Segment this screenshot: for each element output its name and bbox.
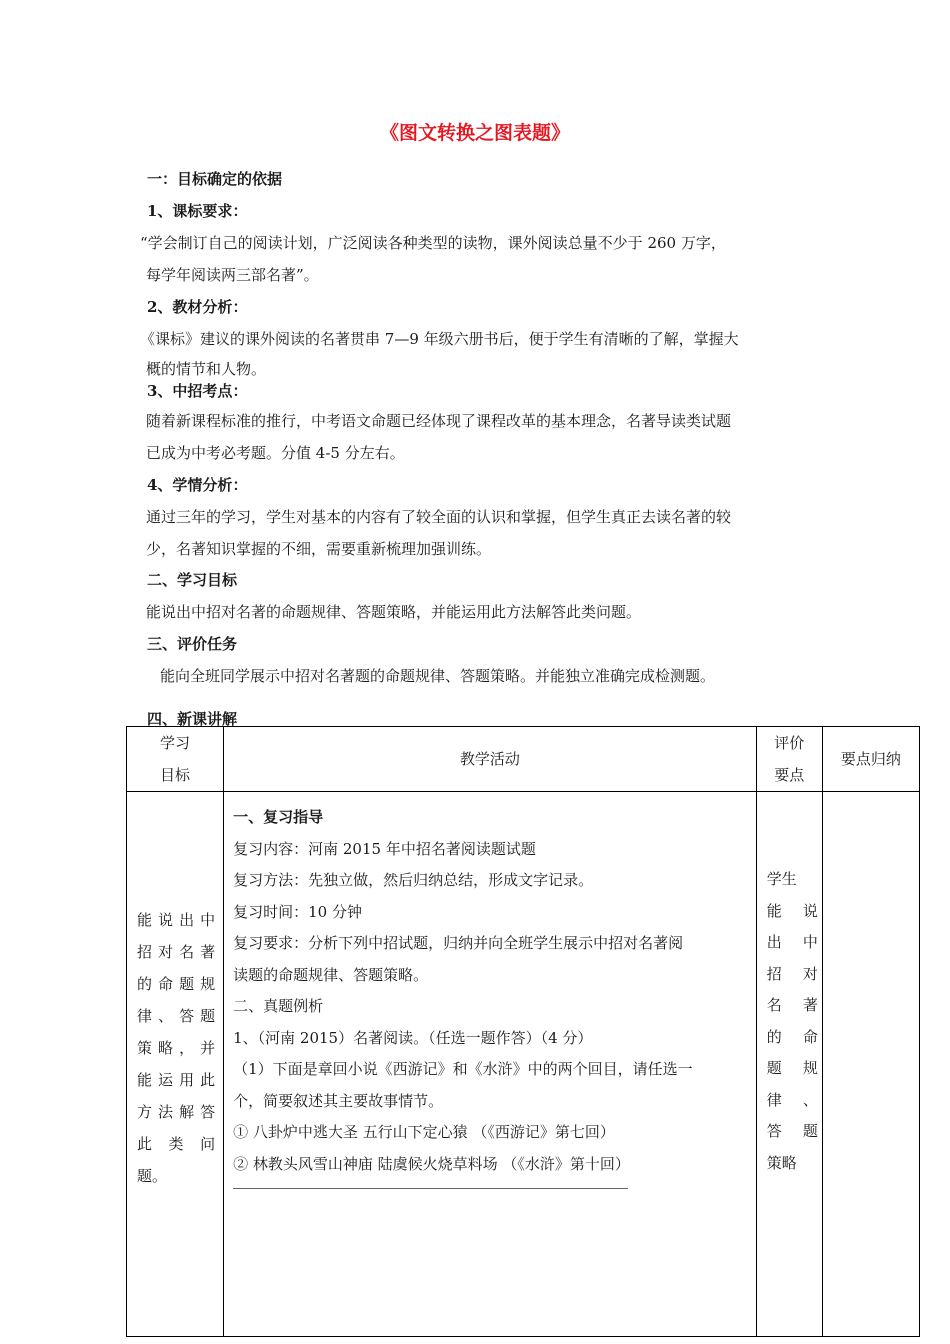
section3-text: 能向全班同学展示中招对名著题的命题规律、答题策略。并能独立准确完成检测题。 bbox=[160, 667, 716, 685]
answer-line bbox=[233, 1188, 628, 1189]
section2-heading: 二、学习目标 bbox=[147, 571, 238, 589]
option-1: ① 八卦炉中逃大圣 五行山下定心猿 （《西游记》第七回） bbox=[233, 1123, 615, 1141]
summary-cell bbox=[822, 792, 919, 1337]
section2-text: 能说出中招对名著的命题规律、答题策略，并能运用此方法解答此类问题。 bbox=[146, 603, 642, 621]
standard-heading: 1、课标要求： bbox=[147, 202, 248, 220]
examples-heading: 二、真题例析 bbox=[233, 997, 324, 1015]
section4-heading: 四、新课讲解 bbox=[147, 710, 238, 728]
material-line-2: 概的情节和人物。 bbox=[146, 360, 267, 378]
header-summary: 要点归纳 bbox=[822, 727, 919, 792]
section1-heading: 一：目标确定的依据 bbox=[147, 170, 283, 188]
material-heading: 2、教材分析： bbox=[147, 298, 248, 316]
header-teaching-activity: 教学活动 bbox=[224, 727, 757, 792]
exam-point-line-1: 随着新课程标准的推行，中考语文命题已经体现了课程改革的基本理念，名著导读类试题 bbox=[146, 412, 732, 430]
standard-line-2: 每学年阅读两三部名著”。 bbox=[146, 266, 319, 284]
document-title: 《图文转换之图表题》 bbox=[379, 122, 570, 144]
header-learning-goal: 学习 目标 bbox=[127, 727, 224, 792]
option-2: ② 林教头风雪山神庙 陆虞候火烧草料场 （《水浒》第十回） bbox=[233, 1154, 630, 1173]
review-requirement-1: 复习要求：分析下列中招试题，归纳并向全班学生展示中招对名著阅 bbox=[233, 934, 684, 952]
material-line-1: 《课标》建议的课外阅读的名著贯串 7—9 年级六册书后，便于学生有清晰的了解，掌握大 bbox=[140, 330, 739, 348]
review-content: 复习内容：河南 2015 年中招名著阅读题试题 bbox=[233, 839, 536, 858]
evaluation-points-cell: 学生 能 说 出 中 招 对 名 著 的 命 题 规 律 、 答 题 策略 bbox=[756, 792, 822, 1337]
review-guide-heading: 一、复习指导 bbox=[233, 808, 324, 826]
question-1-part-b: 个，简要叙述其主要故事情节。 bbox=[233, 1091, 444, 1110]
learner-line-1: 通过三年的学习，学生对基本的内容有了较全面的认识和掌握，但学生真正去读名著的较 bbox=[146, 508, 732, 526]
lesson-table bbox=[126, 726, 920, 1337]
table-header-row bbox=[127, 727, 920, 792]
learner-line-2: 少，名著知识掌握的不细，需要重新梳理加强训练。 bbox=[146, 540, 492, 558]
teaching-activity-cell bbox=[224, 792, 757, 1337]
table-row bbox=[127, 792, 920, 1337]
learner-heading: 4、学情分析： bbox=[147, 476, 248, 494]
exam-point-line-2: 已成为中考必考题。分值 4-5 分左右。 bbox=[146, 444, 405, 462]
section3-heading: 三、评价任务 bbox=[147, 635, 238, 653]
review-method: 复习方法：先独立做，然后归纳总结，形成文字记录。 bbox=[233, 871, 594, 889]
exam-point-heading: 3、中招考点： bbox=[147, 382, 248, 400]
question-1: 1、（河南 2015）名著阅读。（任选一题作答）（4 分） bbox=[233, 1028, 593, 1047]
learning-goal-cell: 能说出中 招对名著 的命题规 律、答题 策略，并 能运用此 方法解答 此类问 题。 bbox=[127, 792, 224, 1337]
question-1-part-a: （1）下面是章回小说《西游记》和《水浒》中的两个回目，请任选一 bbox=[233, 1060, 693, 1078]
header-evaluation-points: 评价 要点 bbox=[756, 727, 822, 792]
review-time: 复习时间：10 分钟 bbox=[233, 902, 362, 921]
standard-line-1: “学会制订自己的阅读计划，广泛阅读各种类型的读物，课外阅读总量不少于 260 万字， bbox=[140, 234, 726, 252]
review-requirement-2: 读题的命题规律、答题策略。 bbox=[233, 965, 429, 984]
